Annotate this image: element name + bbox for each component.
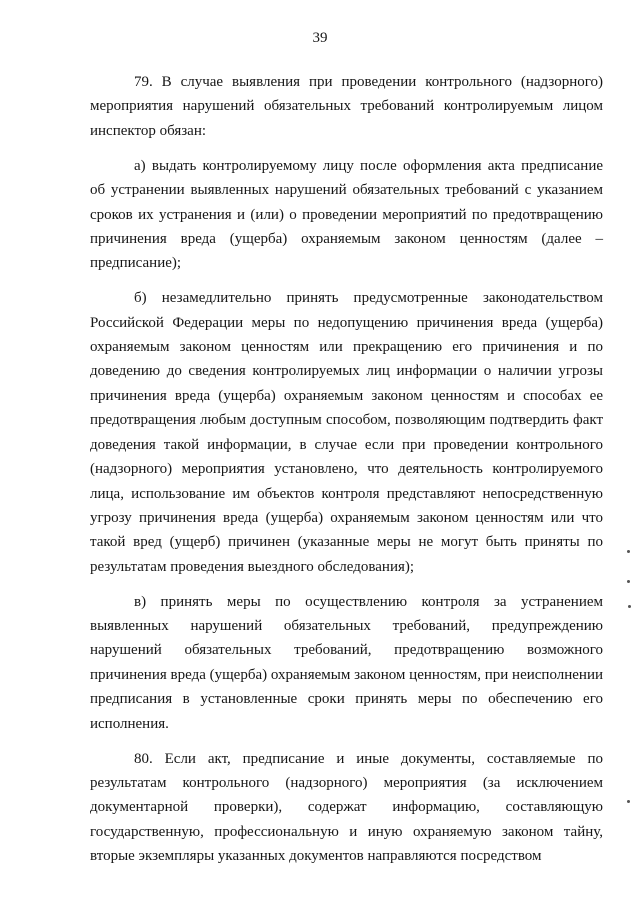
paragraph-79-a: а) выдать контролируемому лицу после оформления акта предписание об устранении выявленных нарушений обязательных требований с указанием сроков их устранения и (или) о проведении мероприятий по предотвращению причинения вреда (ущерба) охраняемым законом ценностям (далее – предписание);	[90, 157, 603, 272]
scan-speck	[628, 605, 631, 608]
paragraph-79: 79. В случае выявления при проведении контрольного (надзорного) мероприятия нарушений обязательных требований контролируемым лицом инспектор обязан:	[90, 74, 603, 139]
paragraph-79-c: в) принять меры по осуществлению контроля за устранением выявленных нарушений обязательных требований, предупреждению нарушений обязательных требований, предотвращению возможного причинения вреда (ущерба) охраняемым законом ценностям, при неисполнении предписания в установленные сроки принять меры по обеспечению его исполнения.	[90, 593, 603, 732]
paragraph-80: 80. Если акт, предписание и иные документы, составляемые по результатам контрольного (надзорного) мероприятия (за исключением документарной проверки), содержат информацию, составляющую государственную, профессиональную и иную охраняемую законом тайну, вторые экземпляры указанных документов направляются посредством	[90, 750, 603, 865]
scan-speck	[627, 550, 630, 553]
scan-speck	[627, 580, 630, 583]
page-number: 39	[312, 30, 328, 46]
document-body	[90, 70, 603, 869]
scan-speck	[627, 800, 630, 803]
paragraph-79-b: б) незамедлительно принять предусмотренные законодательством Российской Федерации меры по недопущению причинения вреда (ущерба) охраняемым законом ценностям или прекращению его причинения и по доведению до сведения контролируемых лиц информации о наличии угрозы причинения вреда (ущерба) охраняемым законом ценностям и способах ее предотвращения любым доступным способом, позволяющим подтвердить факт доведения такой информации, в случае если при проведении контрольного (надзорного) мероприятия установлено, что деятельность контролируемого лица, использование им объектов контроля представляют непосредственную угрозу причинения вреда (ущерба) охраняемым законом ценностям или что такой вред (ущерб) причинен (указанные меры не могут быть приняты по результатам проведения выездного обследования);	[90, 290, 603, 575]
